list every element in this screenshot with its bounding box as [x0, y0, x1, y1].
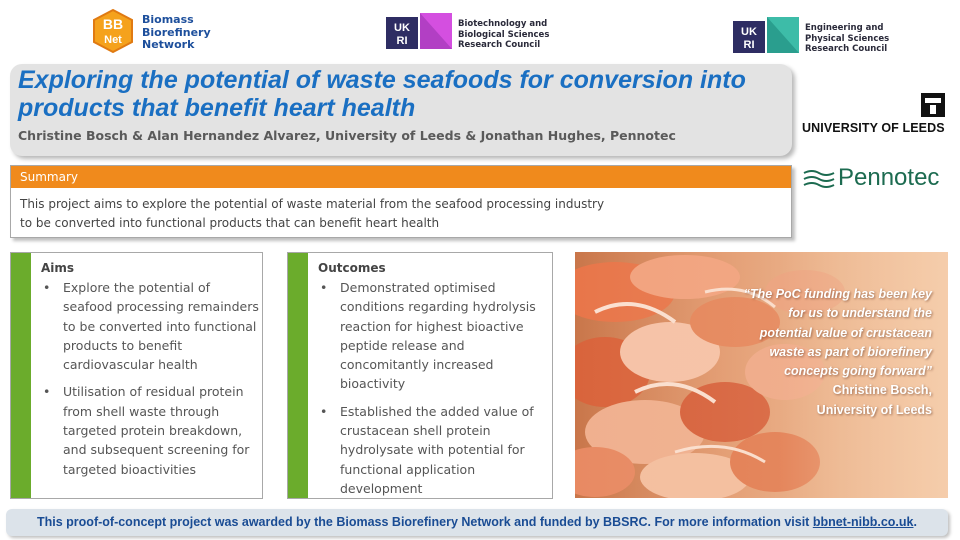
quote-text: “The PoC funding has been key for us to understand the potential value of crustacean waste as part of biorefinery concepts going forward”: [743, 287, 932, 379]
bbsrc-name: [458, 19, 549, 51]
bbsrc-line1: Biotechnology and: [458, 19, 548, 29]
shrimp-photo: [575, 252, 948, 498]
summary-heading: Summary: [11, 166, 791, 188]
bbnet-line2: Biorefinery: [142, 25, 211, 39]
summary-line2: to be converted into functional products that can benefit heart health: [20, 216, 440, 230]
leeds-crest-icon: [920, 92, 946, 118]
outcomes-list: [318, 278, 550, 506]
bbsrc-line3: Research Council: [458, 40, 541, 50]
outcomes-item: • Demonstrated optimised conditions regarding hydrolysis reaction for highest bioactive peptide release and concomitantly increased bioactivity: [318, 278, 550, 394]
bbnet-name: [142, 14, 211, 52]
outcomes-accent-bar: [288, 253, 308, 498]
bbnet-line1: Biomass: [142, 13, 194, 26]
bbsrc-line2: Biological Sciences: [458, 29, 550, 40]
epsrc-line3: Research Council: [805, 44, 888, 54]
footer-banner: [6, 509, 948, 536]
epsrc-line2: Physical Sciences: [805, 33, 890, 44]
bbnet-logo: [90, 8, 220, 54]
aims-panel: [10, 252, 263, 499]
outcomes-panel: [287, 252, 553, 499]
epsrc-name: [805, 23, 889, 55]
aims-list: [41, 278, 263, 487]
quote-author: Christine Bosch,: [832, 383, 932, 398]
bbnet-badge-top: BB: [102, 16, 124, 32]
pennotec-waves-icon: [802, 168, 836, 190]
ukri-bbsrc-mark-top: UK: [394, 22, 410, 34]
title-panel: [10, 64, 792, 156]
pennotec-name: Pennotec: [838, 164, 940, 191]
footer-text: This proof-of-concept project was awarded by the Biomass Biorefinery Network and funded by BBSRC. For more information visit: [37, 515, 813, 529]
ukri-epsrc-mark-top: UK: [741, 26, 757, 38]
aims-heading: Aims: [41, 261, 75, 275]
ukri-epsrc-mark-bottom: RI: [743, 39, 755, 51]
quote-affiliation: University of Leeds: [816, 402, 932, 417]
aims-accent-bar: [11, 253, 31, 498]
bbnet-badge-bottom: Net: [104, 34, 122, 46]
outcomes-item: • Established the added value of crustacean shell protein hydrolysate with potential for functional application development: [318, 402, 550, 498]
testimonial-quote: [742, 285, 932, 420]
summary-line1: This project aims to explore the potential of waste material from the seafood processing industry: [20, 197, 605, 211]
leeds-name: UNIVERSITY OF LEEDS: [802, 121, 945, 135]
outcomes-heading: Outcomes: [318, 261, 386, 275]
footer-website-link[interactable]: bbnet-nibb.co.uk: [812, 515, 914, 529]
authors-line: Christine Bosch & Alan Hernandez Alvarez, University of Leeds & Jonathan Hughes, Pennotec: [18, 128, 676, 143]
aims-item: • Utilisation of residual protein from shell waste through targeted protein breakdown, and subsequent screening for targeted bioactivities: [41, 382, 263, 478]
aims-item: • Explore the potential of seafood processing remainders to be converted into functional products to benefit cardiovascular health: [41, 278, 263, 374]
summary-panel: [10, 165, 792, 238]
pennotec-logo: [802, 162, 952, 196]
ukri-bbsrc-mark-bottom: RI: [396, 35, 408, 47]
summary-text: [11, 188, 671, 233]
bbnet-badge-icon: [90, 8, 136, 54]
ukri-bbsrc-mark-icon: [386, 13, 452, 53]
leeds-logo: [802, 92, 948, 138]
bbnet-line3: Network: [142, 38, 195, 51]
page-title: Exploring the potential of waste seafoods for conversion into products that benefit heart health: [18, 66, 746, 122]
ukri-epsrc-mark-icon: [733, 17, 799, 57]
footer-end: .: [913, 515, 917, 529]
epsrc-line1: Engineering and: [805, 23, 884, 33]
